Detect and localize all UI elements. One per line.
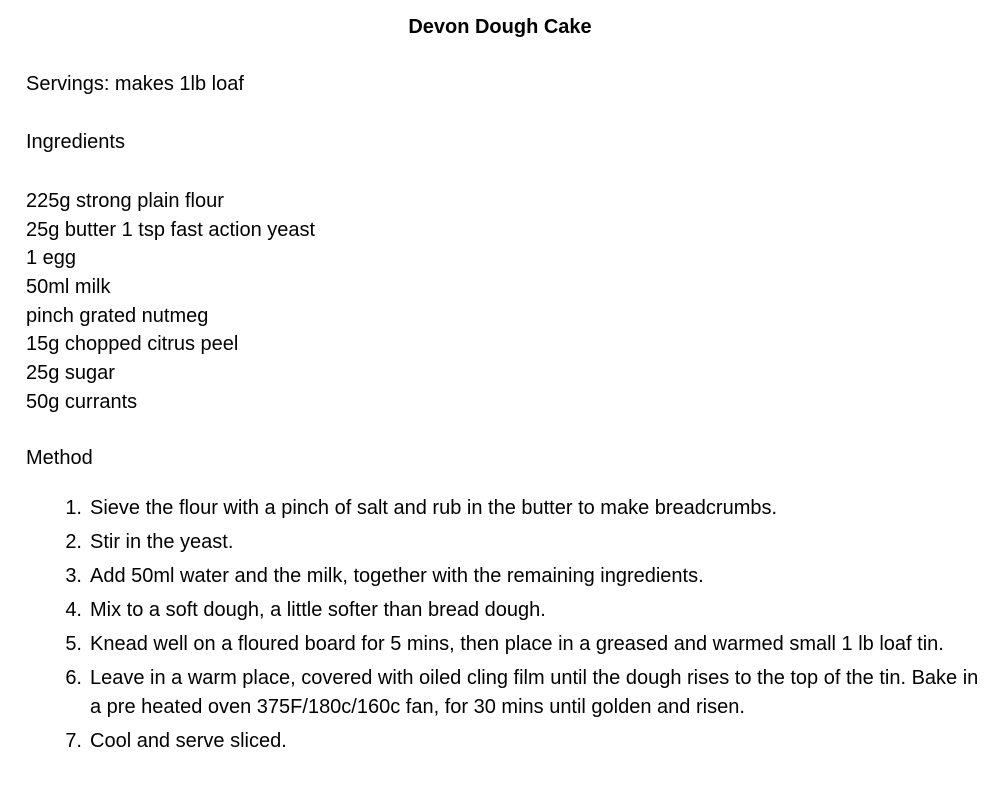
method-step [54,664,984,722]
method-step [54,528,984,557]
ingredient-item: 1 egg [26,247,77,270]
method-step [54,596,984,625]
step-number: 3. [65,565,82,587]
ingredients-heading: Ingredients [26,131,125,153]
ingredient-item: 50ml milk [26,276,111,299]
step-number: 1. [65,497,82,519]
step-text: Knead well on a floured board for 5 mins, then place in a greased and warmed small 1 lb loaf tin. [90,633,944,655]
page-title: Devon Dough Cake [408,16,592,38]
step-text: Stir in the yeast. [90,531,234,553]
ingredients-list [26,187,315,417]
method-step [54,494,984,523]
step-number: 5. [65,633,82,655]
step-number: 4. [65,599,82,621]
ingredient-item: 50g currants [26,390,138,413]
method-step [54,727,984,756]
step-text: Leave in a warm place, covered with oiled cling film until the dough rises to the top of the tin. Bake in a pre heated oven 375F/180c/160c fan, for 30 mins until golden and risen. [90,667,979,718]
step-number: 6. [65,667,82,689]
ingredient-item: 25g sugar [26,362,115,385]
ingredient-item: 15g chopped citrus peel [26,333,239,356]
method-step [54,562,984,591]
method-heading: Method [26,447,93,469]
servings-text: Servings: makes 1lb loaf [26,73,244,95]
step-text: Sieve the flour with a pinch of salt and rub in the butter to make breadcrumbs. [90,497,778,519]
method-step [54,630,984,659]
step-text: Mix to a soft dough, a little softer than bread dough. [90,599,546,621]
step-number: 7. [65,730,82,752]
ingredient-item: pinch grated nutmeg [26,304,209,327]
ingredient-item: 25g butter 1 tsp fast action yeast [26,218,316,241]
step-text: Cool and serve sliced. [90,730,287,752]
ingredient-item: 225g strong plain flour [26,190,224,212]
method-list [54,494,984,761]
step-text: Add 50ml water and the milk, together with the remaining ingredients. [90,565,704,587]
step-number: 2. [65,531,82,553]
